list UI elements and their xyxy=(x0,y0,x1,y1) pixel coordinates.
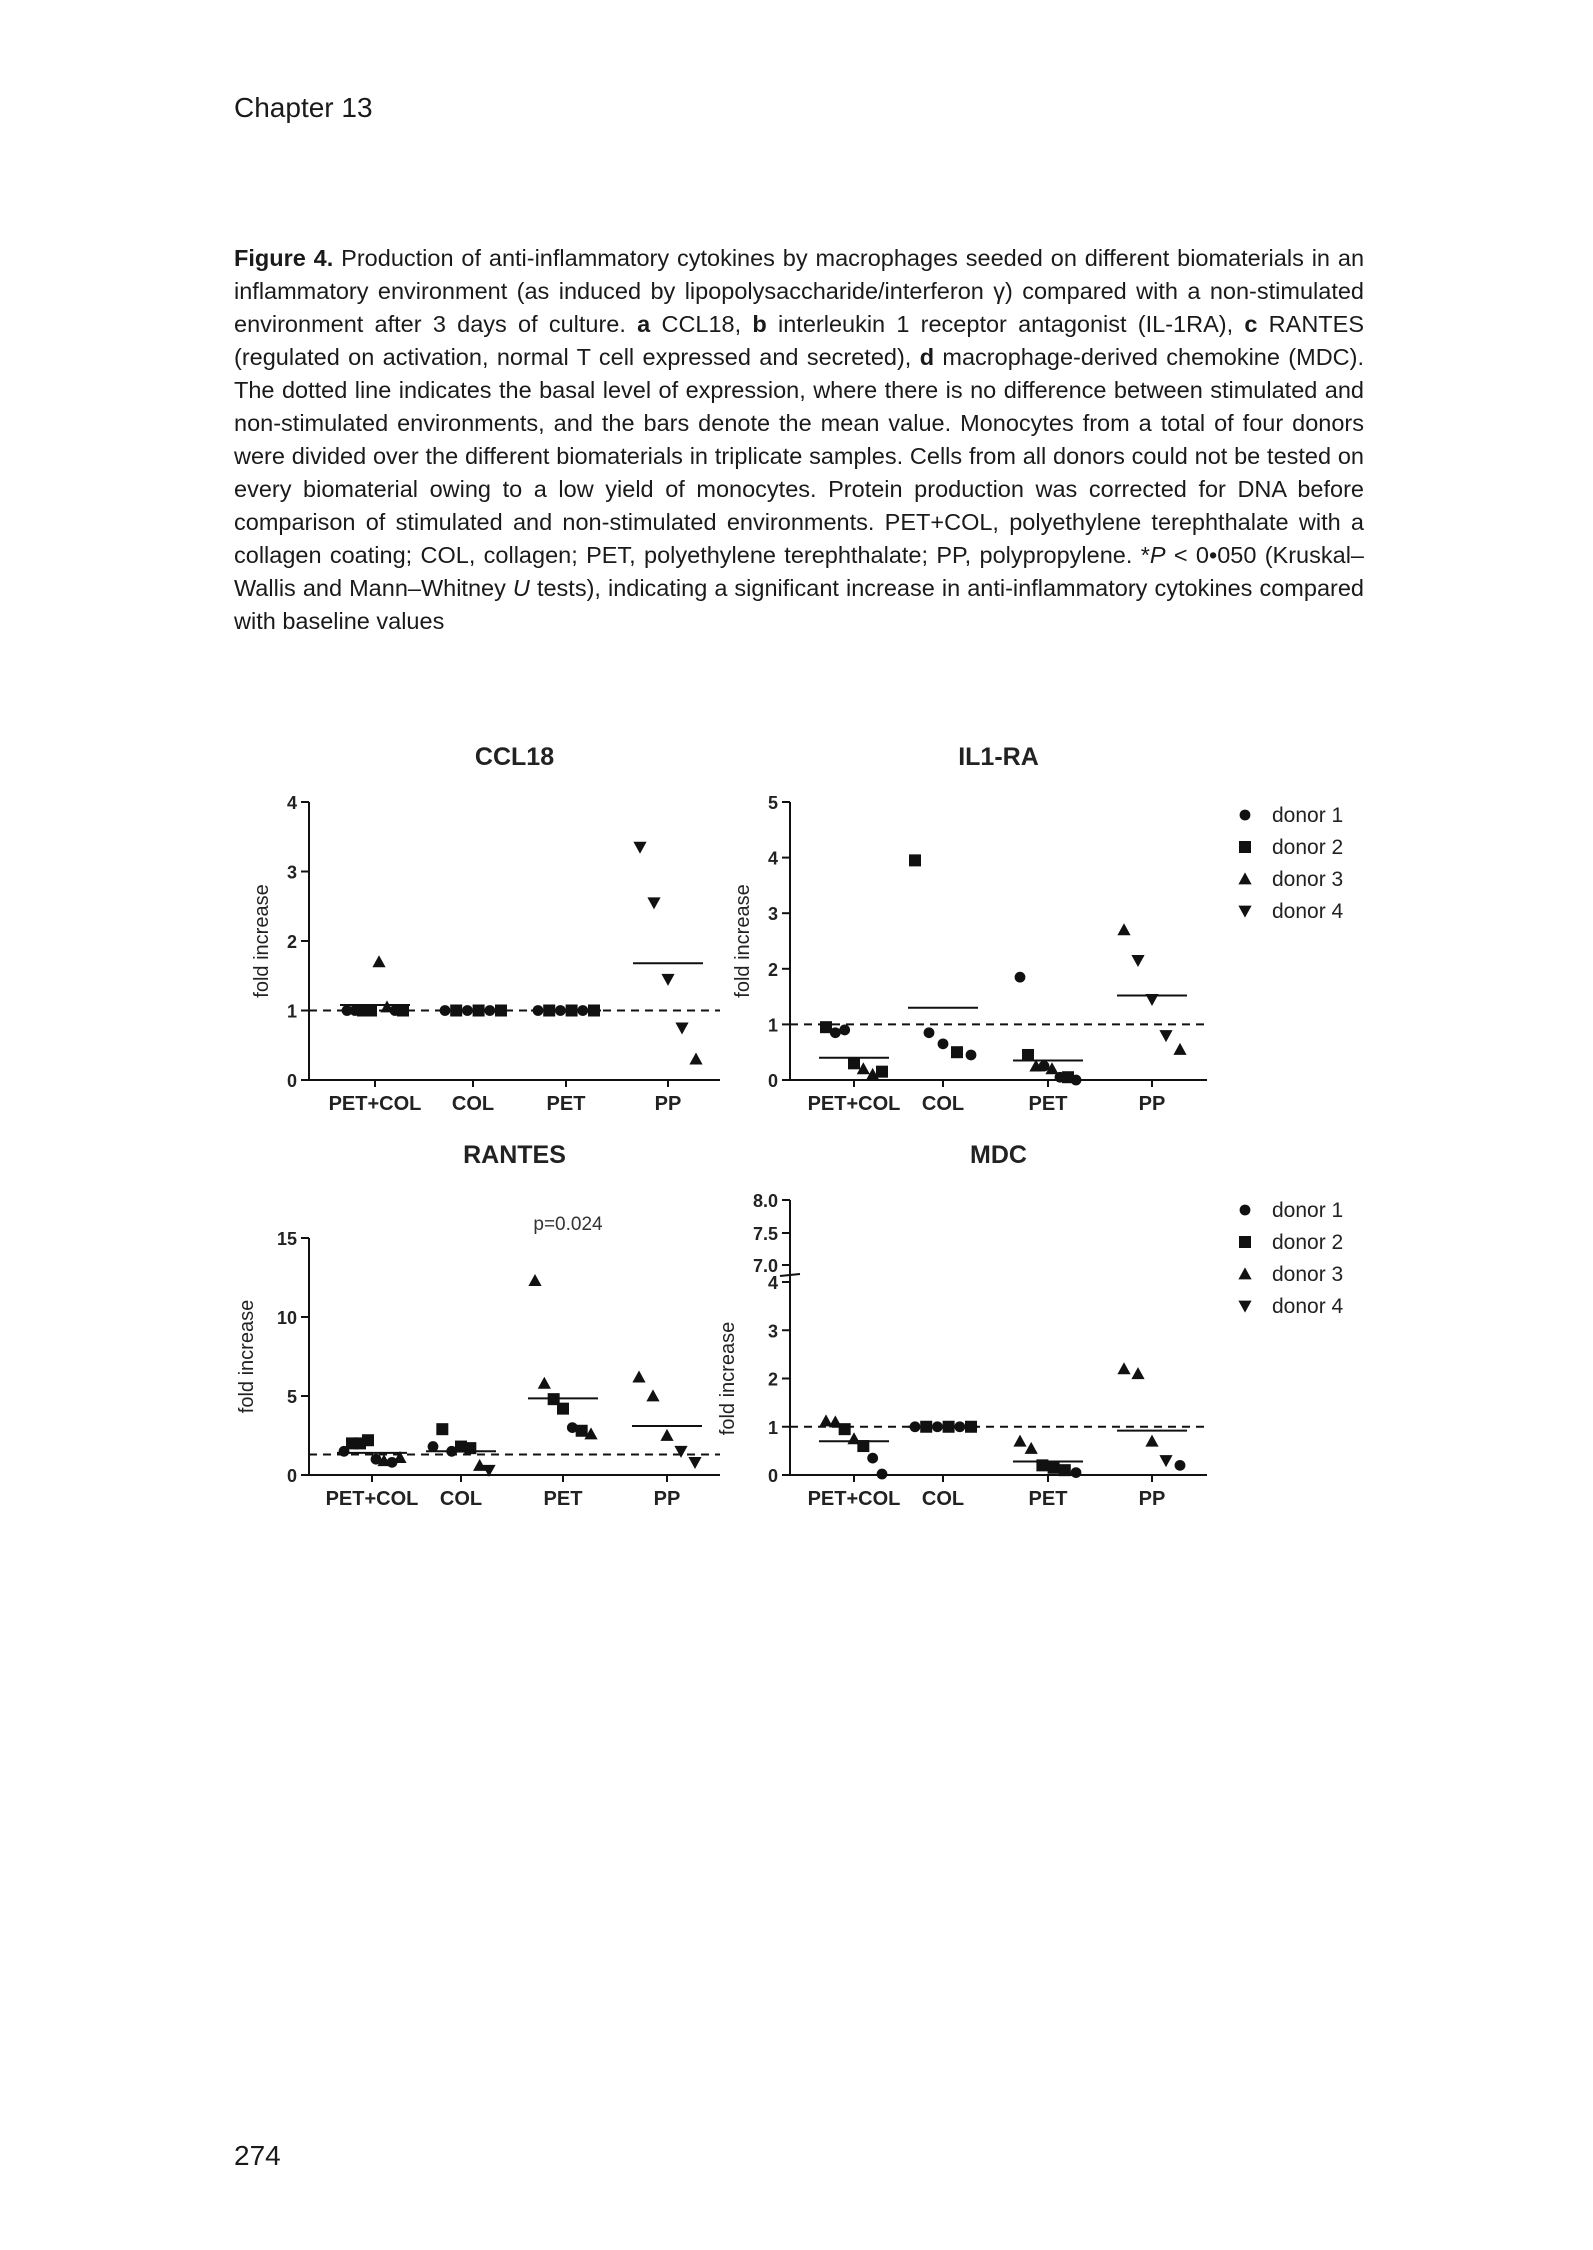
caption-text: tests), indicating a significant increase in anti-inflammatory cytokines compared with baseline values xyxy=(234,575,1364,634)
data-point xyxy=(557,1403,569,1415)
y-tick-label: 1 xyxy=(286,1001,297,1022)
x-tick-label: PP xyxy=(1138,1488,1166,1510)
y-tick-label: 4 xyxy=(286,793,297,813)
caption-text: macrophage-derived chemokine (MDC). The dotted line indicates the basal level of expression, where there is no difference between stimulated and non-stimulated environments, and the bars denote the mean value. Monocytes from a total of four donors were divided over the different biomaterials in triplicate samples. Cells from all donors could not be tested on every biomaterial owing to a low yield of monocytes. Protein production was corrected for DNA before comparison of stimulated and non-stimulated environments. PET+COL, polyethylene terephthalate with a collagen coating; COL, collagen; PET, polyethylene terephthalate; PP, polypropylene. * xyxy=(234,344,1364,568)
y-tick-label: 4 xyxy=(767,1273,778,1293)
chart-il1ra xyxy=(732,743,1207,1115)
legend-marker-triangle-down xyxy=(1238,906,1251,918)
y-tick-label: 1 xyxy=(767,1417,778,1438)
y-tick-label: 3 xyxy=(767,1321,778,1342)
x-tick-label: PET+COL xyxy=(807,1488,901,1510)
data-point xyxy=(848,1057,860,1069)
chart-title: IL1-RA xyxy=(958,743,1039,771)
page-number: 274 xyxy=(234,2140,281,2171)
data-point xyxy=(1131,955,1144,967)
data-point xyxy=(867,1453,878,1464)
x-tick-label: PET+COL xyxy=(325,1488,419,1510)
data-point xyxy=(576,1425,588,1437)
y-axis-label: fold increase xyxy=(236,1299,258,1414)
y-tick-label: 5 xyxy=(767,793,778,813)
y-tick-label: 15 xyxy=(276,1229,297,1249)
data-point xyxy=(938,1038,949,1049)
y-tick-label: 2 xyxy=(286,932,297,952)
legend-marker-square xyxy=(1239,1236,1251,1248)
x-tick-label: COL xyxy=(921,1093,965,1115)
y-tick-label: 5 xyxy=(286,1387,297,1407)
figure-label: Figure 4. xyxy=(234,245,334,271)
data-point xyxy=(1048,1462,1060,1474)
x-tick-label: PET+COL xyxy=(807,1093,901,1115)
y-tick-label: 1 xyxy=(767,1015,778,1036)
data-point xyxy=(1159,1030,1172,1042)
legend-marker-triangle-up xyxy=(1238,872,1251,884)
caption-text: < 0•050 (Kruskal–Wallis and Mann–Whitney xyxy=(234,542,1364,601)
caption-text: interleukin 1 receptor antagonist (IL-1RA), xyxy=(766,311,1245,337)
legend-marker-triangle-down xyxy=(1238,1301,1251,1313)
x-tick-label: PET xyxy=(1028,1488,1068,1510)
data-point xyxy=(1071,1075,1082,1086)
chart-title: MDC xyxy=(970,1141,1027,1169)
y-tick-label: 0 xyxy=(286,1071,297,1091)
data-point xyxy=(1131,1367,1144,1379)
data-point xyxy=(372,955,385,967)
data-point xyxy=(1117,923,1130,935)
legend-label: donor 1 xyxy=(1272,1199,1344,1222)
legend-label: donor 1 xyxy=(1272,804,1344,827)
legend-label: donor 4 xyxy=(1272,900,1344,923)
y-axis-label: fold increase xyxy=(717,1321,739,1436)
x-tick-label: PP xyxy=(654,1093,682,1115)
legend xyxy=(1238,804,1343,923)
data-point xyxy=(1175,1460,1186,1471)
caption-text: Production of anti-inflammatory cytokines by macrophages seeded on different biomaterials in an inflammatory environment (as induced by lipopolysaccharide/interferon γ) compared with a non-stimulated environment after 3 days of culture. xyxy=(234,245,1365,337)
data-point xyxy=(1039,1061,1050,1072)
data-point xyxy=(1013,1435,1026,1447)
data-point xyxy=(688,1457,701,1469)
data-point xyxy=(633,842,646,854)
data-point xyxy=(661,974,674,986)
data-point xyxy=(924,1027,935,1038)
y-tick-label: 7.5 xyxy=(752,1224,778,1244)
x-tick-label: COL xyxy=(439,1488,483,1510)
italic-p: P xyxy=(1149,542,1166,568)
y-tick-label: 0 xyxy=(767,1466,778,1486)
axis-break xyxy=(780,1274,800,1276)
panel-label-b: b xyxy=(752,311,767,337)
data-point xyxy=(647,897,660,909)
data-point xyxy=(397,1005,409,1017)
x-tick-label: COL xyxy=(451,1093,495,1115)
data-point xyxy=(1059,1464,1071,1476)
chapter-header: Chapter 13 xyxy=(234,92,373,123)
data-point xyxy=(528,1274,541,1286)
chart-rantes xyxy=(236,1141,720,1510)
data-point xyxy=(1071,1467,1082,1478)
data-point xyxy=(951,1046,963,1058)
panel-label-c: c xyxy=(1244,311,1258,337)
data-point xyxy=(1117,1362,1130,1374)
y-tick-label: 0 xyxy=(286,1466,297,1486)
legend-marker-circle xyxy=(1240,1205,1251,1216)
legend-marker-square xyxy=(1239,841,1251,853)
legend-label: donor 2 xyxy=(1272,1231,1344,1254)
legend-label: donor 3 xyxy=(1272,868,1344,891)
x-tick-label: PET xyxy=(546,1093,586,1115)
y-tick-label: 0 xyxy=(767,1071,778,1091)
x-tick-label: PP xyxy=(1138,1093,1166,1115)
data-point xyxy=(877,1469,888,1480)
legend-marker-triangle-up xyxy=(1238,1267,1251,1279)
y-tick-label: 10 xyxy=(276,1308,297,1328)
p-value-annotation: p=0.024 xyxy=(533,1214,603,1235)
chart-title: RANTES xyxy=(463,1141,566,1169)
legend-label: donor 3 xyxy=(1272,1263,1344,1286)
data-point xyxy=(362,1434,374,1446)
x-tick-label: PET xyxy=(543,1488,583,1510)
y-axis-label: fold increase xyxy=(251,884,273,998)
chart-ccl18 xyxy=(251,743,720,1115)
y-tick-label: 2 xyxy=(767,1369,778,1390)
caption-text: RANTES (regulated on activation, normal T cell expressed and secreted), xyxy=(234,311,1364,370)
x-tick-label: COL xyxy=(921,1488,965,1510)
data-point xyxy=(1025,1442,1038,1454)
data-point xyxy=(675,1022,688,1034)
panel-label-a: a xyxy=(637,311,651,337)
data-point xyxy=(365,1005,377,1017)
data-point xyxy=(966,1050,977,1061)
data-point xyxy=(674,1446,687,1458)
data-point xyxy=(646,1389,659,1401)
y-tick-label: 3 xyxy=(767,904,778,925)
caption-text: CCL18, xyxy=(650,311,753,337)
data-point xyxy=(839,1423,851,1435)
data-point xyxy=(538,1377,551,1389)
x-tick-label: PET xyxy=(1028,1093,1068,1115)
data-point xyxy=(839,1025,850,1036)
data-point xyxy=(436,1423,448,1435)
italic-u: U xyxy=(512,575,530,601)
y-tick-label: 7.0 xyxy=(752,1256,778,1276)
data-point xyxy=(1159,1455,1172,1467)
y-tick-label: 3 xyxy=(286,862,297,883)
data-point xyxy=(1173,1043,1186,1055)
chart-mdc xyxy=(717,1141,1207,1510)
data-point xyxy=(876,1066,888,1078)
data-point xyxy=(1015,972,1026,983)
y-tick-label: 8.0 xyxy=(752,1191,778,1211)
chart-title: CCL18 xyxy=(474,743,555,771)
data-point xyxy=(632,1370,645,1382)
y-tick-label: 4 xyxy=(767,848,778,869)
data-point xyxy=(830,1027,841,1038)
data-point xyxy=(1022,1049,1034,1061)
data-point xyxy=(464,1442,476,1454)
legend-label: donor 2 xyxy=(1272,836,1344,859)
x-tick-label: PP xyxy=(653,1488,681,1510)
legend-label: donor 4 xyxy=(1272,1295,1344,1318)
y-tick-label: 2 xyxy=(767,959,778,980)
data-point xyxy=(909,854,921,866)
x-tick-label: PET+COL xyxy=(328,1093,422,1115)
data-point xyxy=(689,1053,702,1065)
y-axis-label: fold increase xyxy=(732,884,754,998)
data-point xyxy=(660,1429,673,1441)
legend-marker-circle xyxy=(1240,810,1251,821)
data-point xyxy=(1145,1435,1158,1447)
panel-label-d: d xyxy=(919,344,935,370)
legend xyxy=(1238,1199,1343,1318)
